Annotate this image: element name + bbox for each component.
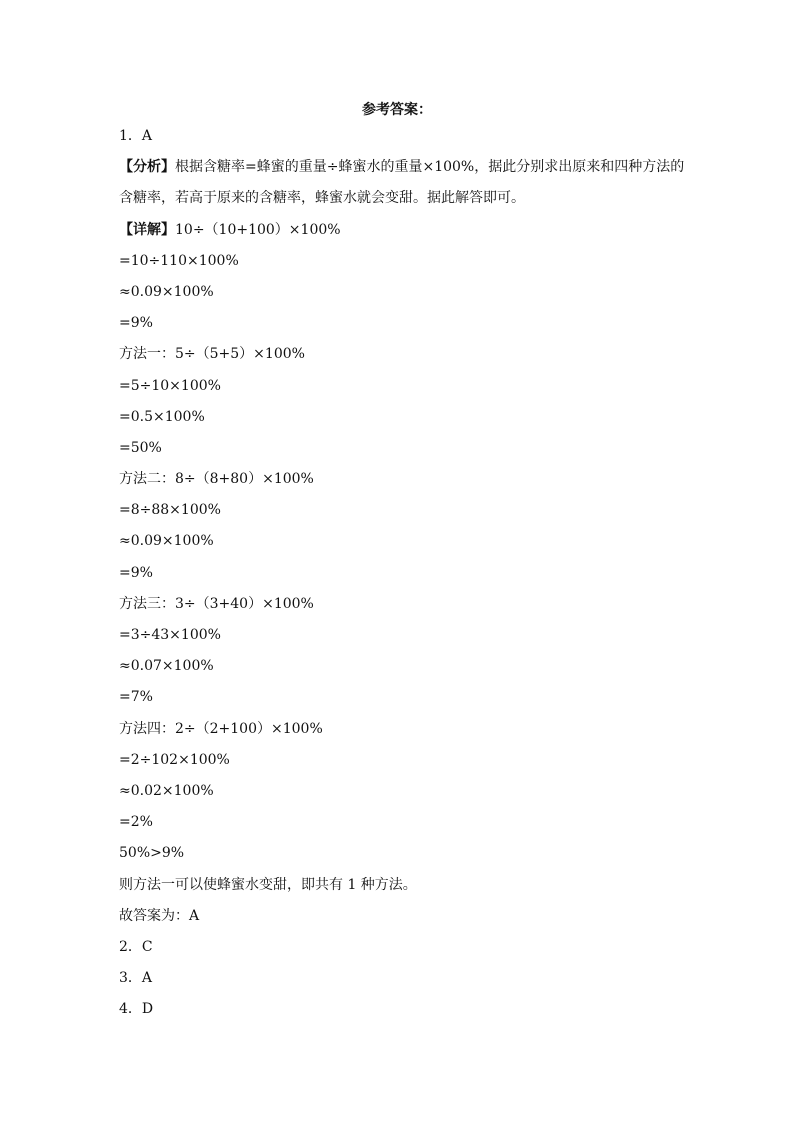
comparison-line: 50%>9%: [119, 845, 185, 862]
final-answer-line: 故答案为：A: [119, 907, 200, 924]
step-line: =2÷102×100%: [119, 751, 230, 768]
page-title: 参考答案：: [362, 102, 432, 118]
detail-tag: 【详解】: [119, 221, 175, 238]
method-two-line: 方法二：8÷（8+80）×100%: [119, 471, 314, 488]
question-4-answer: 4．D: [119, 1001, 154, 1018]
analysis-line: [119, 152, 685, 183]
detail-line: [119, 215, 679, 246]
analysis-tag: 【分析】: [119, 159, 175, 176]
step-line: =10÷110×100%: [119, 252, 239, 269]
question-1-answer: 1．A: [119, 128, 153, 144]
question-2-answer: 2．C: [119, 938, 153, 955]
step-line: =3÷43×100%: [119, 627, 221, 643]
step-line: ≈0.09×100%: [119, 283, 214, 300]
detail-first-step: 10÷（10+100）×100%: [175, 221, 341, 238]
step-line: =0.5×100%: [119, 408, 205, 425]
step-line: =8÷88×100%: [119, 502, 221, 519]
step-line: =5÷10×100%: [119, 377, 221, 394]
conclusion-line: 则方法一可以使蜂蜜水变甜，即共有 1 种方法。: [119, 876, 417, 893]
step-line: =9%: [119, 315, 153, 332]
analysis-text-1: 根据含糖率=蜂蜜的重量÷蜂蜜水的重量×100%，据此分别求出原来和四种方法的: [175, 159, 685, 176]
analysis-text-2: 含糖率，若高于原来的含糖率，蜂蜜水就会变甜。据此解答即可。: [119, 190, 525, 207]
method-four-line: 方法四：2÷（2+100）×100%: [119, 720, 323, 737]
step-line: ≈0.09×100%: [119, 533, 214, 550]
step-line: =7%: [119, 689, 153, 706]
question-3-answer: 3．A: [119, 970, 153, 987]
method-three-line: 方法三：3÷（3+40）×100%: [119, 595, 314, 612]
step-line: =50%: [119, 439, 162, 456]
step-line: =2%: [119, 814, 153, 831]
step-line: =9%: [119, 564, 153, 581]
step-line: ≈0.07×100%: [119, 658, 214, 675]
step-line: ≈0.02×100%: [119, 782, 214, 799]
answer-body: [119, 121, 685, 1025]
method-one-line: 方法一：5÷（5+5）×100%: [119, 346, 305, 363]
